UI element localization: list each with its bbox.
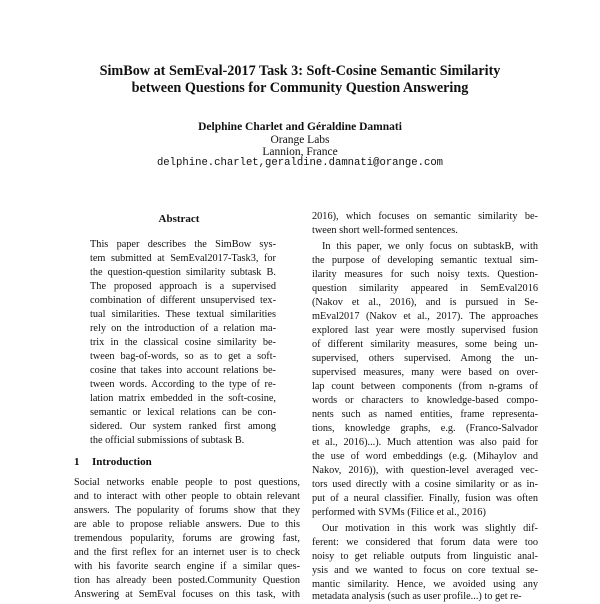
abstract-line: This paper describes the SimBow sys- <box>90 239 276 250</box>
body-line: tors used directly with a cosine similarity or as in- <box>312 479 538 490</box>
body-line: mEval2017 (Nakov et al., 2017). The approaches <box>312 311 538 322</box>
body-line: 2016), which focuses on semantic similarity be- <box>312 211 538 222</box>
body-line: answers. The popularity of forums show that they <box>74 505 300 516</box>
abstract-line: trix in the classical cosine similarity be- <box>90 337 276 348</box>
body-line: the purpose of developing semantic textual sim- <box>312 255 538 266</box>
section-title: Introduction <box>92 456 152 468</box>
body-line: ilarity measures for such noisy texts. Question- <box>312 269 538 280</box>
body-line: put of a neural classifier. Finally, fusion was often <box>312 493 538 504</box>
abstract-line: tem submitted at SemEval2017-Task3, for <box>90 253 276 264</box>
abstract-line: the official submissions of subtask B. <box>90 435 245 446</box>
paper-title <box>40 63 560 97</box>
authors: Delphine Charlet and Géraldine Damnati <box>198 121 402 133</box>
body-line: nents such as named entities, frame representa- <box>312 409 538 420</box>
abstract-line: The proposed approach is a supervised <box>90 281 276 292</box>
body-line: et al., 2016)...). Much attention was also paid for <box>312 437 538 448</box>
affiliation-location: Lannion, France <box>262 146 338 158</box>
body-line: ferent: we considered that forum data were too <box>312 537 538 548</box>
title-line-2: between Questions for Community Question Answering <box>131 80 469 96</box>
abstract-line: cosine that takes into account relations be- <box>90 365 276 376</box>
body-line: Nakov, 2016)), with question-level averaged vec- <box>312 465 538 476</box>
body-line: and to interact with other people to obtain relevant <box>74 491 300 502</box>
body-line: words or characters to knowledge-based compo- <box>312 395 538 406</box>
abstract-line: tween words. According to the type of re- <box>90 379 276 390</box>
body-line: performed with SVMs (Filice et al., 2016) <box>312 507 486 518</box>
body-line: explored last year were mostly supervised fusion <box>312 325 538 336</box>
body-line: noisy to get reliable outputs from linguistic anal- <box>312 551 538 562</box>
affiliation-org: Orange Labs <box>270 134 330 146</box>
abstract-line: tween bag-of-words, so as to get a soft- <box>90 351 276 362</box>
body-line: tremendous popularity, forums are growing fast, <box>74 533 300 544</box>
abstract-line: the question-question similarity subtask B. <box>90 267 276 278</box>
section-number: 1 <box>74 456 80 468</box>
body-line: supervised, others supervised. Among the un- <box>312 353 538 364</box>
body-line: Our motivation in this work was slightly dif- <box>322 523 538 534</box>
body-line: (Nakov et al., 2016), and is pursued in Se- <box>312 297 538 308</box>
body-line: In this paper, we only focus on subtaskB, with <box>322 241 538 252</box>
body-line: tions, knowledge graphs, e.g. (Franco-Salvador <box>312 423 538 434</box>
body-line: ysis and we wanted to focus on core textual se- <box>312 565 538 576</box>
body-line: Answering at SemEval focuses on this task, with <box>74 589 300 600</box>
abstract-line: semantic or lexical relations can be con- <box>90 407 276 418</box>
abstract-line: tual similarities. These textual similarities <box>90 309 276 320</box>
author-emails: delphine.charlet,geraldine.damnati@orange.com <box>156 157 444 169</box>
body-line: supervised measures, many were based on over- <box>312 367 538 378</box>
body-line: question similarity appeared in SemEval2016 <box>312 283 538 294</box>
body-line: mantic similarity. Hence, we avoided using any <box>312 579 538 590</box>
body-line: lap count between components (from n-grams of <box>312 381 538 392</box>
body-line: are able to propose reliable answers. Due to this <box>74 519 300 530</box>
body-line: Social networks enable people to post questions, <box>74 477 300 488</box>
abstract-line: sidered. Our system ranked first among <box>90 421 276 432</box>
body-line: of different similarity measures, some being un- <box>312 339 538 350</box>
abstract-line: rely on the introduction of a relation ma- <box>90 323 276 334</box>
body-line: with his favorite search engine if a similar ques- <box>74 561 300 572</box>
abstract-line: combination of different unsupervised tex- <box>90 295 276 306</box>
section-heading-introduction <box>74 455 152 469</box>
abstract-heading: Abstract <box>158 213 200 225</box>
title-line-1: SimBow at SemEval-2017 Task 3: Soft-Cosine Semantic Similarity <box>99 63 501 79</box>
body-line: and the first reflex for an internet user is to check <box>74 547 300 558</box>
body-line: metadata analysis (such as user profile...) to get re- <box>312 591 522 602</box>
body-line: tween short well-formed sentences. <box>312 225 458 236</box>
abstract-line: lation matrix embedded in the soft-cosine, <box>90 393 276 404</box>
body-line: tion has already been posted.Community Question <box>74 575 300 586</box>
body-line: the use of word embeddings (e.g. (Mihaylov and <box>312 451 538 462</box>
